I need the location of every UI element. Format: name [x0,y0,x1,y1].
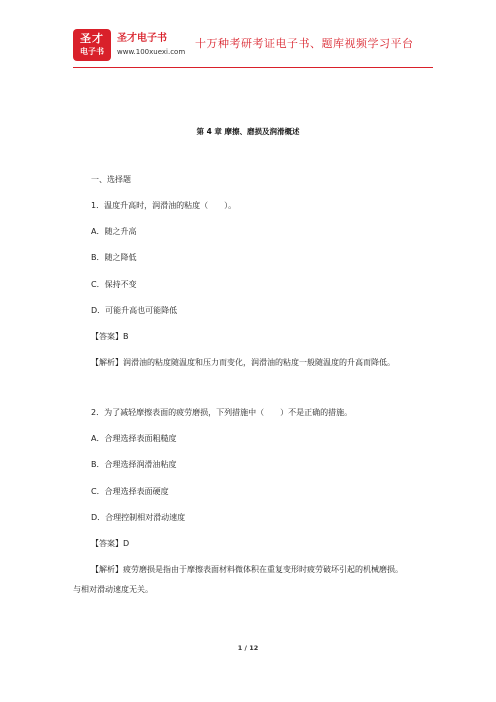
brand-name: 圣才电子书 [117,33,167,44]
question-2-option-d: D．合理控制相对滑动速度 [91,513,186,522]
question-2-option-b: B．合理选择润滑油粘度 [91,460,177,469]
logo-text-top: 圣才 [80,32,104,45]
section-heading: 一、选择题 [91,175,131,184]
brand-url[interactable]: www.100xuexi.com [117,48,186,56]
question-2-option-c: C．合理选择表面硬度 [91,487,169,496]
question-1-option-a: A．随之升高 [91,227,137,236]
question-1-answer: 【答案】B [91,332,129,341]
page-number: 1 / 12 [237,644,259,652]
question-2-analysis-continued: 与相对滑动速度无关。 [73,585,153,594]
header-slogan: 十万种考研考证电子书、题库视频学习平台 [195,37,414,50]
question-1-analysis: 【解析】润滑油的粘度随温度和压力而变化，润滑油的粘度一般随温度的升高而降低。 [91,358,395,367]
logo-text-bottom: 电子书 [80,47,104,56]
question-2-analysis: 【解析】疲劳磨损是指由于摩擦表面材料微体积在重复变形时疲劳破坏引起的机械磨损。 [91,565,403,574]
publisher-logo [73,29,111,61]
question-2-option-a: A．合理选择表面粗糙度 [91,434,177,443]
chapter-title: 第 4 章 摩擦、磨损及润滑概述 [196,127,300,136]
brand-block [117,32,185,58]
question-1-stem: 1．温度升高时，润滑油的粘度（ ）。 [91,201,237,210]
question-1-option-c: C．保持不变 [91,280,137,289]
header-divider [73,67,433,68]
page-header [73,29,433,63]
question-1-option-d: D．可能升高也可能降低 [91,306,178,315]
question-1-option-b: B．随之降低 [91,253,137,262]
question-2-answer: 【答案】D [91,539,130,548]
question-2-stem: 2．为了减轻摩擦表面的疲劳磨损，下列措施中（ ）不是正确的措施。 [91,408,353,417]
